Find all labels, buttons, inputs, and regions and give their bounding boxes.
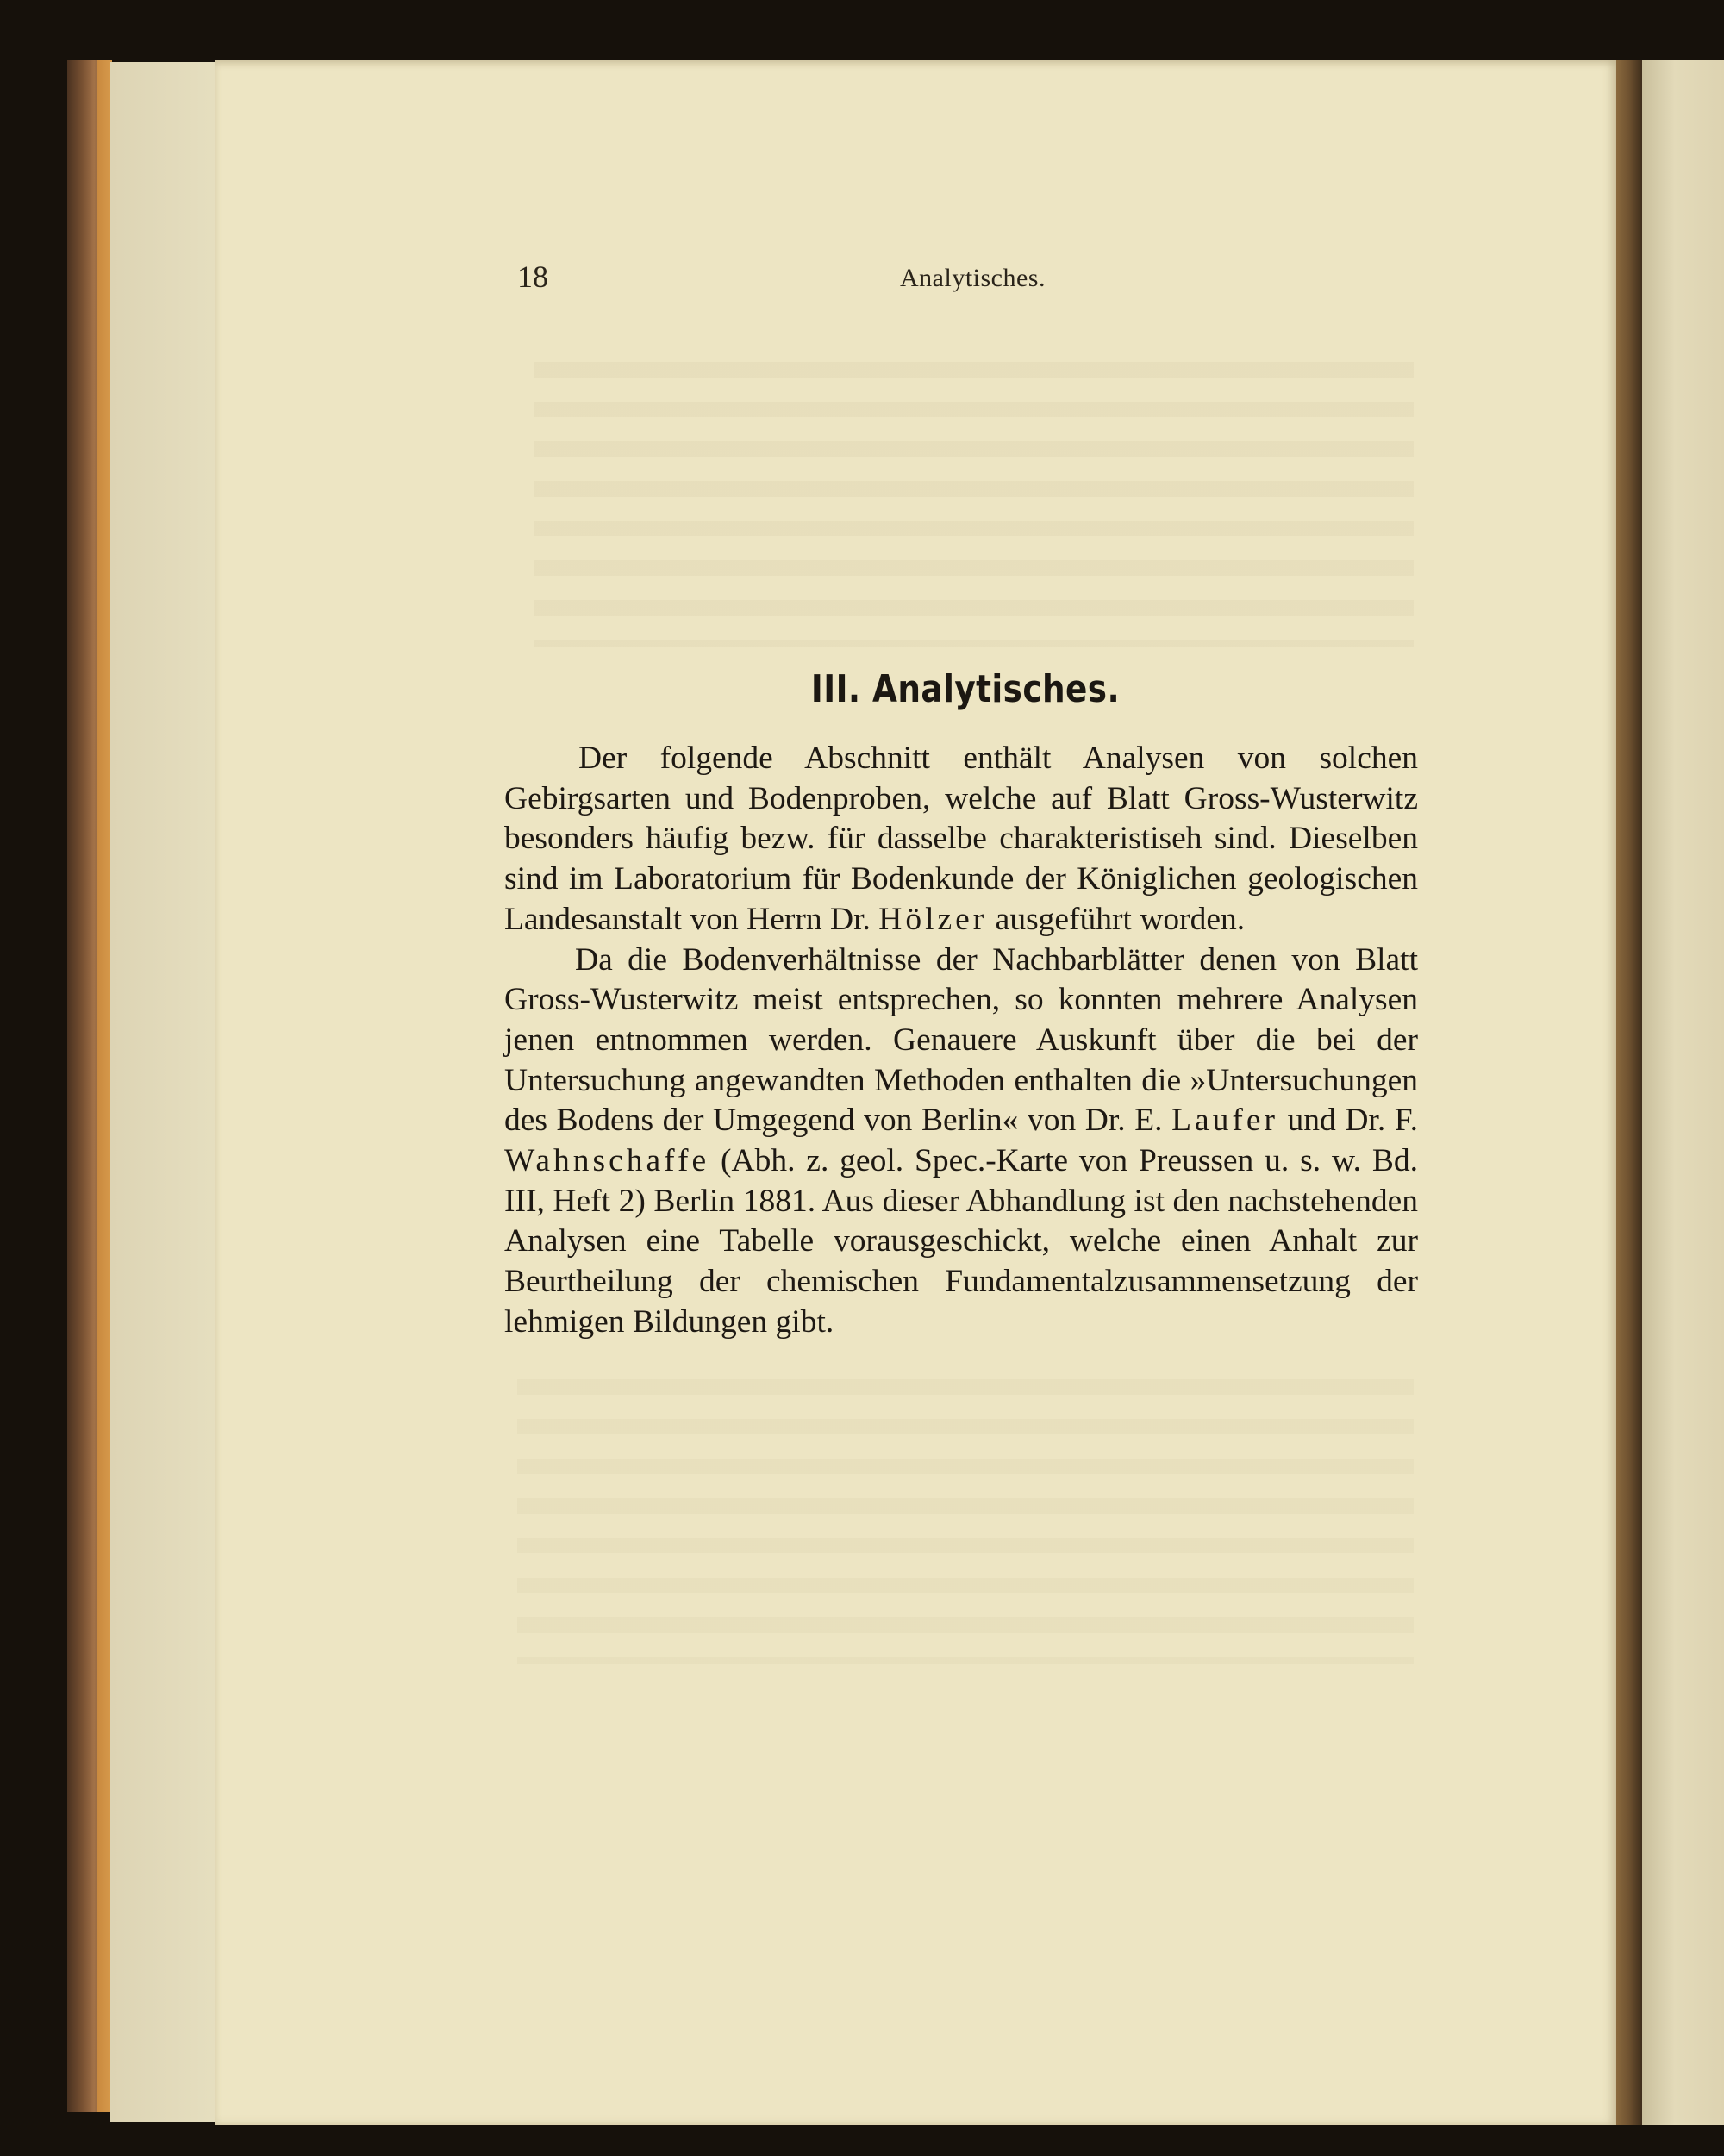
- paragraph-2-text-b: und Dr. F.: [1287, 1103, 1419, 1139]
- body-text: [504, 739, 1418, 1343]
- paragraph-1: [504, 739, 1418, 941]
- running-head-title: Analytisches.: [900, 264, 1046, 292]
- paragraph-2-text-a: Da die Bodenverhältnisse der Nachbarblätter denen von Blatt Gross-Wusterwitz meist entsprechen, so konnten mehrere Analysen jenen entnommen werden. Genauere Auskunft über die bei der Untersuchung angewandten Methoden enthalten die »Untersuchungen des Bodens der Umgegend von Berlin« von Dr. E.: [504, 941, 1418, 1139]
- facing-page-edge: [1642, 60, 1724, 2125]
- paragraph-2: [504, 941, 1418, 1343]
- section-heading: III. Analytisches.: [810, 667, 1121, 711]
- running-head: [517, 259, 1414, 302]
- left-flyleaf: [110, 62, 222, 2122]
- person-name-laufer: Laufer: [1171, 1103, 1278, 1139]
- paragraph-1-text: Der folgende Abschnitt enthält Analysen von solchen Gebirgsarten und Bodenproben, welche auf Blatt Gross-Wusterwitz besonders häufig bezw. für dasselbe charakteristiseh sind. Dieselben sind im Laboratorium für Bodenkunde der Königlichen geologischen Landesanstalt von Herrn Dr.: [504, 741, 1418, 937]
- paragraph-2-text-c: (Abh. z. geol. Spec.-Karte von Preussen u. s. w. Bd. III, Heft 2) Berlin 1881. Aus dieser Abhandlung ist den nachstehenden Analysen eine Tabelle vorausgeschickt, welche einen Anhalt zur Beurtheilung der chemischen Fundamentalzusammensetzung der lehmigen Bildungen gibt.: [504, 1143, 1419, 1340]
- person-name-hoelzer: Hölzer: [878, 901, 988, 937]
- page-number: 18: [517, 259, 548, 294]
- paragraph-1-end: ausgeführt worden.: [995, 901, 1246, 937]
- page-gutter-shadow: [1616, 60, 1642, 2125]
- person-name-wahnschaffe: Wahnschaffe: [504, 1143, 710, 1179]
